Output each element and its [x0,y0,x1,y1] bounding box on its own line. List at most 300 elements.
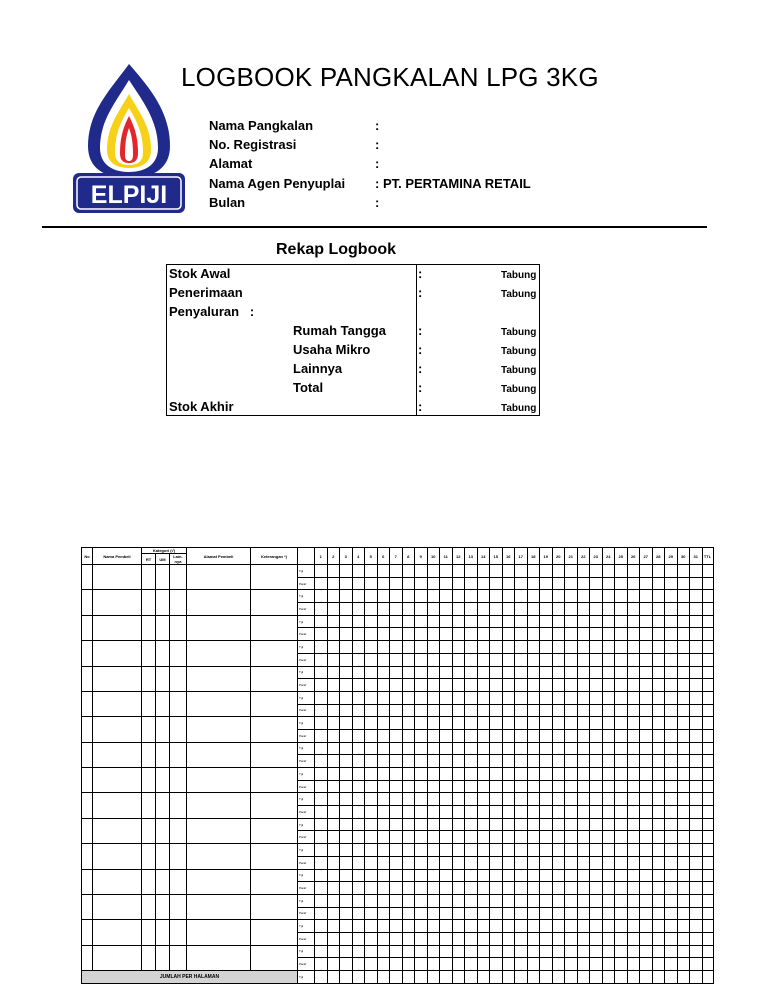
grid-cell[interactable] [527,882,540,895]
grid-cell[interactable] [627,717,640,730]
grid-cell[interactable] [352,907,365,920]
grid-cell[interactable] [627,958,640,971]
grid-cell[interactable] [352,958,365,971]
grid-cell[interactable] [665,615,678,628]
grid-cell[interactable] [540,806,553,819]
grid-cell[interactable] [702,742,713,755]
grid-cell[interactable] [652,679,665,692]
grid-cell[interactable] [377,603,390,616]
entry-um[interactable] [156,894,170,919]
grid-cell[interactable] [452,894,465,907]
grid-cell[interactable] [327,920,340,933]
grid-cell[interactable] [440,932,453,945]
grid-cell[interactable] [452,920,465,933]
entry-keterangan[interactable] [251,742,298,767]
grid-cell[interactable] [577,971,590,984]
grid-cell[interactable] [665,704,678,717]
grid-cell[interactable] [340,971,353,984]
grid-cell[interactable] [440,882,453,895]
entry-no[interactable] [82,742,93,767]
grid-cell[interactable] [402,831,415,844]
grid-cell[interactable] [665,856,678,869]
entry-lainnya[interactable] [170,666,187,691]
grid-cell[interactable] [377,717,390,730]
grid-cell[interactable] [365,856,378,869]
grid-cell[interactable] [452,603,465,616]
grid-cell[interactable] [490,768,503,781]
grid-cell[interactable] [702,844,713,857]
grid-cell[interactable] [702,958,713,971]
grid-cell[interactable] [465,666,478,679]
grid-cell[interactable] [327,818,340,831]
grid-cell[interactable] [315,806,328,819]
grid-cell[interactable] [640,704,653,717]
grid-cell[interactable] [377,856,390,869]
grid-cell[interactable] [515,869,528,882]
grid-cell[interactable] [540,691,553,704]
grid-cell[interactable] [577,780,590,793]
grid-cell[interactable] [377,932,390,945]
entry-keterangan[interactable] [251,565,298,590]
grid-cell[interactable] [502,717,515,730]
grid-cell[interactable] [327,641,340,654]
entry-nama[interactable] [93,717,142,742]
grid-cell[interactable] [652,768,665,781]
grid-cell[interactable] [502,793,515,806]
grid-cell[interactable] [515,806,528,819]
grid-cell[interactable] [440,590,453,603]
grid-cell[interactable] [477,793,490,806]
grid-cell[interactable] [415,971,428,984]
grid-cell[interactable] [590,742,603,755]
grid-cell[interactable] [565,945,578,958]
grid-cell[interactable] [590,894,603,907]
grid-cell[interactable] [452,793,465,806]
grid-cell[interactable] [565,615,578,628]
entry-rt[interactable] [142,717,156,742]
grid-cell[interactable] [502,945,515,958]
grid-cell[interactable] [602,869,615,882]
entry-um[interactable] [156,793,170,818]
grid-cell[interactable] [640,971,653,984]
grid-cell[interactable] [377,793,390,806]
grid-cell[interactable] [665,844,678,857]
grid-cell[interactable] [465,958,478,971]
grid-cell[interactable] [315,971,328,984]
grid-cell[interactable] [365,590,378,603]
grid-cell[interactable] [327,869,340,882]
grid-cell[interactable] [665,932,678,945]
grid-cell[interactable] [352,806,365,819]
grid-cell[interactable] [440,666,453,679]
grid-cell[interactable] [627,806,640,819]
grid-cell[interactable] [665,590,678,603]
grid-cell[interactable] [515,971,528,984]
grid-cell[interactable] [402,704,415,717]
grid-cell[interactable] [602,691,615,704]
entry-keterangan[interactable] [251,894,298,919]
grid-cell[interactable] [627,945,640,958]
grid-cell[interactable] [402,907,415,920]
grid-cell[interactable] [690,628,703,641]
grid-cell[interactable] [527,755,540,768]
grid-cell[interactable] [527,577,540,590]
grid-cell[interactable] [365,793,378,806]
grid-cell[interactable] [352,971,365,984]
grid-cell[interactable] [490,628,503,641]
entry-alamat[interactable] [187,818,251,843]
grid-cell[interactable] [327,894,340,907]
grid-cell[interactable] [502,755,515,768]
grid-cell[interactable] [315,856,328,869]
grid-cell[interactable] [390,793,403,806]
entry-nama[interactable] [93,641,142,666]
grid-cell[interactable] [552,882,565,895]
entry-alamat[interactable] [187,793,251,818]
grid-cell[interactable] [452,704,465,717]
grid-cell[interactable] [702,831,713,844]
grid-cell[interactable] [565,806,578,819]
grid-cell[interactable] [340,894,353,907]
grid-cell[interactable] [602,945,615,958]
grid-cell[interactable] [540,603,553,616]
grid-cell[interactable] [640,729,653,742]
grid-cell[interactable] [565,831,578,844]
grid-cell[interactable] [640,907,653,920]
grid-cell[interactable] [552,590,565,603]
grid-cell[interactable] [690,641,703,654]
grid-cell[interactable] [602,882,615,895]
grid-cell[interactable] [577,844,590,857]
grid-cell[interactable] [552,793,565,806]
grid-cell[interactable] [652,691,665,704]
grid-cell[interactable] [552,666,565,679]
grid-cell[interactable] [352,755,365,768]
grid-cell[interactable] [477,780,490,793]
grid-cell[interactable] [402,755,415,768]
grid-cell[interactable] [590,818,603,831]
grid-cell[interactable] [540,615,553,628]
grid-cell[interactable] [515,768,528,781]
grid-cell[interactable] [427,818,440,831]
grid-cell[interactable] [490,704,503,717]
grid-cell[interactable] [690,603,703,616]
grid-cell[interactable] [365,565,378,578]
entry-alamat[interactable] [187,894,251,919]
grid-cell[interactable] [640,844,653,857]
grid-cell[interactable] [352,793,365,806]
grid-cell[interactable] [415,603,428,616]
grid-cell[interactable] [615,755,628,768]
grid-cell[interactable] [652,932,665,945]
entry-keterangan[interactable] [251,666,298,691]
grid-cell[interactable] [365,742,378,755]
grid-cell[interactable] [602,628,615,641]
grid-cell[interactable] [415,653,428,666]
grid-cell[interactable] [340,882,353,895]
grid-cell[interactable] [615,780,628,793]
grid-cell[interactable] [515,882,528,895]
grid-cell[interactable] [702,755,713,768]
grid-cell[interactable] [565,641,578,654]
grid-cell[interactable] [352,768,365,781]
grid-cell[interactable] [465,577,478,590]
grid-cell[interactable] [527,729,540,742]
entry-lainnya[interactable] [170,742,187,767]
grid-cell[interactable] [665,742,678,755]
grid-cell[interactable] [477,679,490,692]
grid-cell[interactable] [652,628,665,641]
grid-cell[interactable] [515,628,528,641]
entry-um[interactable] [156,590,170,615]
grid-cell[interactable] [427,793,440,806]
grid-cell[interactable] [477,856,490,869]
grid-cell[interactable] [577,755,590,768]
grid-cell[interactable] [427,666,440,679]
grid-cell[interactable] [577,565,590,578]
grid-cell[interactable] [527,856,540,869]
grid-cell[interactable] [315,704,328,717]
grid-cell[interactable] [552,615,565,628]
grid-cell[interactable] [452,806,465,819]
grid-cell[interactable] [340,717,353,730]
grid-cell[interactable] [665,577,678,590]
grid-cell[interactable] [677,577,690,590]
grid-cell[interactable] [602,577,615,590]
grid-cell[interactable] [540,755,553,768]
grid-cell[interactable] [690,818,703,831]
grid-cell[interactable] [365,717,378,730]
grid-cell[interactable] [465,615,478,628]
grid-cell[interactable] [540,844,553,857]
grid-cell[interactable] [352,869,365,882]
entry-lainnya[interactable] [170,565,187,590]
grid-cell[interactable] [390,882,403,895]
grid-cell[interactable] [502,971,515,984]
grid-cell[interactable] [515,679,528,692]
grid-cell[interactable] [415,704,428,717]
grid-cell[interactable] [627,603,640,616]
grid-cell[interactable] [415,742,428,755]
grid-cell[interactable] [515,856,528,869]
grid-cell[interactable] [465,932,478,945]
grid-cell[interactable] [427,907,440,920]
grid-cell[interactable] [527,704,540,717]
grid-cell[interactable] [540,666,553,679]
grid-cell[interactable] [427,603,440,616]
grid-cell[interactable] [315,869,328,882]
grid-cell[interactable] [665,945,678,958]
grid-cell[interactable] [340,869,353,882]
grid-cell[interactable] [415,641,428,654]
grid-cell[interactable] [465,755,478,768]
grid-cell[interactable] [502,894,515,907]
grid-cell[interactable] [627,882,640,895]
grid-cell[interactable] [627,742,640,755]
grid-cell[interactable] [327,666,340,679]
grid-cell[interactable] [402,577,415,590]
grid-cell[interactable] [702,793,713,806]
grid-cell[interactable] [502,679,515,692]
grid-cell[interactable] [615,768,628,781]
grid-cell[interactable] [527,628,540,641]
grid-cell[interactable] [540,894,553,907]
grid-cell[interactable] [490,818,503,831]
grid-cell[interactable] [477,920,490,933]
grid-cell[interactable] [340,932,353,945]
grid-cell[interactable] [552,653,565,666]
grid-cell[interactable] [565,691,578,704]
grid-cell[interactable] [665,628,678,641]
grid-cell[interactable] [365,615,378,628]
grid-cell[interactable] [677,780,690,793]
grid-cell[interactable] [540,869,553,882]
grid-cell[interactable] [315,717,328,730]
grid-cell[interactable] [465,742,478,755]
grid-cell[interactable] [552,717,565,730]
entry-rt[interactable] [142,641,156,666]
grid-cell[interactable] [627,628,640,641]
grid-cell[interactable] [615,691,628,704]
grid-cell[interactable] [527,920,540,933]
grid-cell[interactable] [552,691,565,704]
grid-cell[interactable] [590,615,603,628]
grid-cell[interactable] [590,628,603,641]
grid-cell[interactable] [652,729,665,742]
grid-cell[interactable] [327,932,340,945]
grid-cell[interactable] [690,844,703,857]
grid-cell[interactable] [427,641,440,654]
grid-cell[interactable] [677,920,690,933]
grid-cell[interactable] [315,793,328,806]
grid-cell[interactable] [690,615,703,628]
grid-cell[interactable] [527,806,540,819]
grid-cell[interactable] [690,577,703,590]
grid-cell[interactable] [640,666,653,679]
grid-cell[interactable] [552,577,565,590]
entry-nama[interactable] [93,615,142,640]
grid-cell[interactable] [502,869,515,882]
grid-cell[interactable] [402,958,415,971]
grid-cell[interactable] [452,742,465,755]
grid-cell[interactable] [627,666,640,679]
grid-cell[interactable] [377,742,390,755]
grid-cell[interactable] [552,971,565,984]
grid-cell[interactable] [340,945,353,958]
grid-cell[interactable] [652,882,665,895]
grid-cell[interactable] [527,971,540,984]
grid-cell[interactable] [452,653,465,666]
grid-cell[interactable] [540,679,553,692]
entry-no[interactable] [82,691,93,716]
grid-cell[interactable] [377,666,390,679]
grid-cell[interactable] [452,780,465,793]
entry-keterangan[interactable] [251,869,298,894]
grid-cell[interactable] [390,971,403,984]
grid-cell[interactable] [440,793,453,806]
entry-lainnya[interactable] [170,793,187,818]
entry-rt[interactable] [142,844,156,869]
grid-cell[interactable] [402,742,415,755]
entry-nama[interactable] [93,666,142,691]
grid-cell[interactable] [640,920,653,933]
grid-cell[interactable] [577,679,590,692]
grid-cell[interactable] [390,653,403,666]
grid-cell[interactable] [615,894,628,907]
grid-cell[interactable] [490,907,503,920]
grid-cell[interactable] [515,666,528,679]
grid-cell[interactable] [565,844,578,857]
grid-cell[interactable] [527,932,540,945]
grid-cell[interactable] [440,653,453,666]
grid-cell[interactable] [390,755,403,768]
grid-cell[interactable] [590,691,603,704]
grid-cell[interactable] [577,793,590,806]
entry-um[interactable] [156,869,170,894]
grid-cell[interactable] [390,945,403,958]
grid-cell[interactable] [540,704,553,717]
grid-cell[interactable] [340,691,353,704]
grid-cell[interactable] [677,666,690,679]
grid-cell[interactable] [677,603,690,616]
grid-cell[interactable] [390,691,403,704]
grid-cell[interactable] [477,653,490,666]
grid-cell[interactable] [452,577,465,590]
entry-nama[interactable] [93,818,142,843]
grid-cell[interactable] [502,615,515,628]
grid-cell[interactable] [402,628,415,641]
grid-cell[interactable] [440,844,453,857]
grid-cell[interactable] [327,603,340,616]
grid-cell[interactable] [665,666,678,679]
grid-cell[interactable] [590,729,603,742]
grid-cell[interactable] [502,831,515,844]
grid-cell[interactable] [590,869,603,882]
grid-cell[interactable] [377,679,390,692]
grid-cell[interactable] [640,945,653,958]
grid-cell[interactable] [340,628,353,641]
grid-cell[interactable] [465,590,478,603]
grid-cell[interactable] [327,780,340,793]
grid-cell[interactable] [427,615,440,628]
grid-cell[interactable] [402,666,415,679]
grid-cell[interactable] [502,666,515,679]
grid-cell[interactable] [702,666,713,679]
grid-cell[interactable] [602,729,615,742]
entry-no[interactable] [82,818,93,843]
entry-no[interactable] [82,894,93,919]
grid-cell[interactable] [677,679,690,692]
grid-cell[interactable] [452,755,465,768]
grid-cell[interactable] [627,641,640,654]
grid-cell[interactable] [540,577,553,590]
entry-keterangan[interactable] [251,691,298,716]
grid-cell[interactable] [577,894,590,907]
grid-cell[interactable] [552,945,565,958]
grid-cell[interactable] [552,844,565,857]
grid-cell[interactable] [602,920,615,933]
grid-cell[interactable] [690,793,703,806]
grid-cell[interactable] [327,768,340,781]
grid-cell[interactable] [365,844,378,857]
grid-cell[interactable] [390,932,403,945]
grid-cell[interactable] [415,907,428,920]
grid-cell[interactable] [315,882,328,895]
grid-cell[interactable] [402,806,415,819]
grid-cell[interactable] [327,565,340,578]
grid-cell[interactable] [365,603,378,616]
grid-cell[interactable] [340,679,353,692]
